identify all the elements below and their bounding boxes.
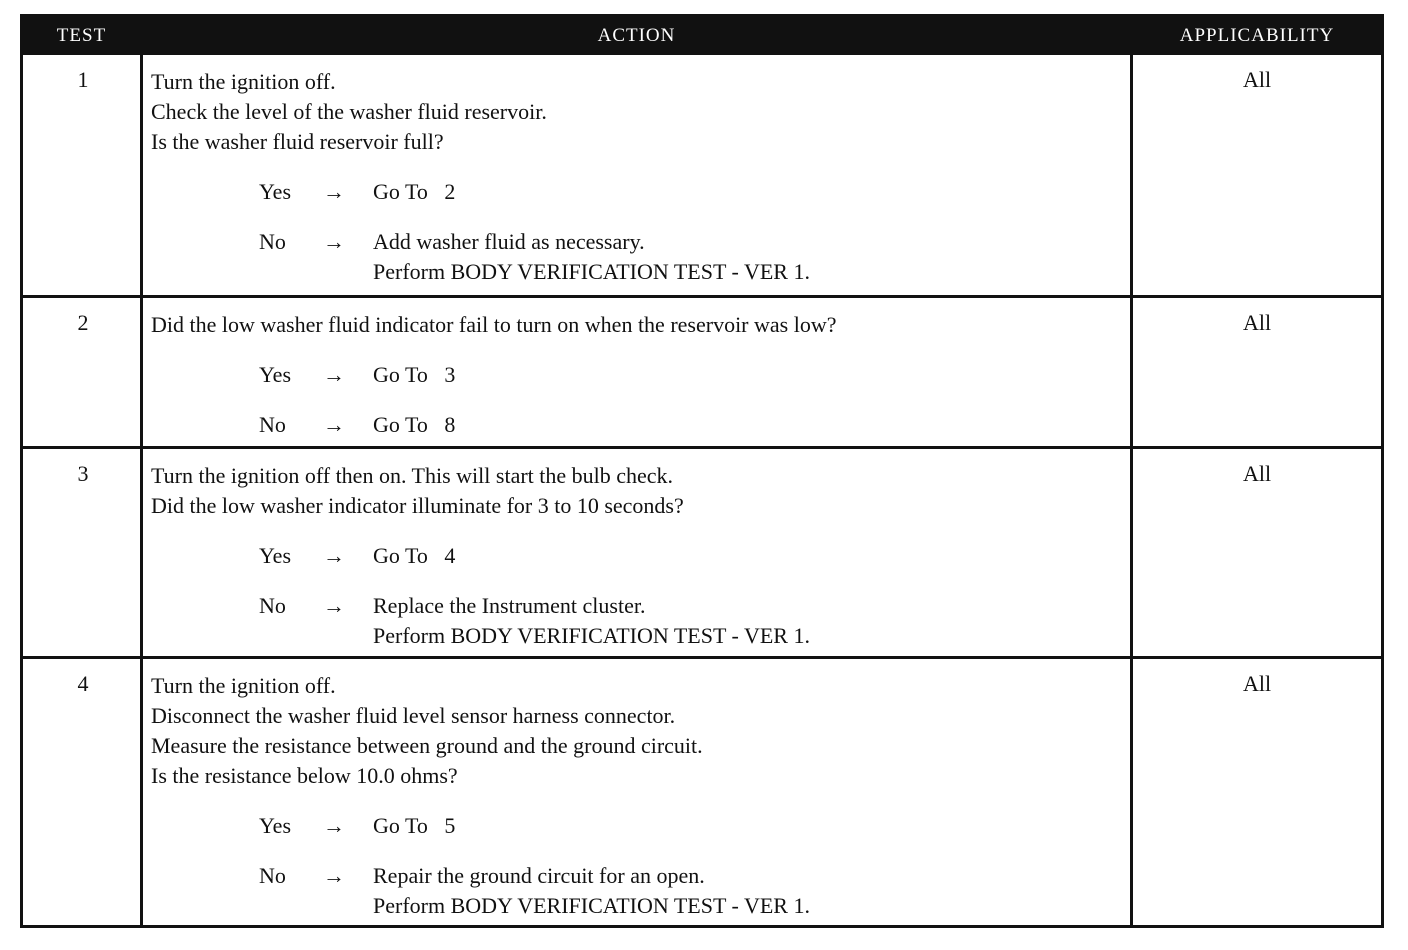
- yes-label: Yes: [259, 543, 292, 568]
- yes-label: Yes: [259, 179, 292, 204]
- action-line: Is the washer fluid reservoir full?: [151, 129, 444, 154]
- test-number: 2: [77, 310, 89, 335]
- action-line: Turn the ignition off.: [151, 673, 336, 698]
- test-number: 3: [77, 461, 89, 486]
- action-line: Turn the ignition off.: [151, 69, 336, 94]
- action-cell: [151, 671, 1121, 921]
- yes-result: Go To 4: [373, 543, 456, 568]
- applicability-value: All: [1242, 67, 1272, 92]
- header-applicability: APPLICABILITY: [1179, 25, 1335, 46]
- action-line: Check the level of the washer fluid reservoir.: [151, 99, 547, 124]
- no-label: No: [259, 229, 286, 254]
- yes-option: [151, 177, 1121, 207]
- no-result: Repair the ground circuit for an open.: [373, 863, 705, 888]
- arrow-icon: →: [323, 362, 345, 387]
- yes-result: Go To 2: [373, 179, 456, 204]
- arrow-icon: →: [323, 179, 345, 204]
- no-label: No: [259, 593, 286, 618]
- test-number: 1: [77, 67, 89, 92]
- table-row: [23, 298, 1381, 446]
- header-test: TEST: [56, 25, 107, 46]
- no-label: No: [259, 412, 286, 437]
- action-cell: [151, 461, 1121, 651]
- yes-label: Yes: [259, 813, 292, 838]
- action-line: Did the low washer fluid indicator fail to turn on when the reservoir was low?: [151, 312, 837, 337]
- no-result: Add washer fluid as necessary.: [373, 229, 645, 254]
- no-result-followup: Perform BODY VERIFICATION TEST - VER 1.: [373, 893, 810, 918]
- no-option: [151, 861, 1121, 921]
- table-row: [23, 449, 1381, 656]
- yes-result: Go To 5: [373, 813, 456, 838]
- action-cell: [151, 67, 1121, 287]
- applicability-value: All: [1242, 461, 1272, 486]
- table-row: [23, 55, 1381, 295]
- arrow-icon: →: [323, 412, 345, 437]
- yes-option: [151, 811, 1121, 841]
- test-number: 4: [77, 671, 89, 696]
- action-line: Disconnect the washer fluid level sensor harness connector.: [151, 703, 676, 728]
- no-option: [151, 591, 1121, 651]
- yes-result: Go To 3: [373, 362, 456, 387]
- action-line: Measure the resistance between ground and the ground circuit.: [151, 733, 703, 758]
- arrow-icon: →: [323, 229, 345, 254]
- yes-option: [151, 541, 1121, 571]
- arrow-icon: →: [323, 813, 345, 838]
- arrow-icon: →: [323, 593, 345, 618]
- arrow-icon: →: [323, 863, 345, 888]
- table-header: [23, 17, 1381, 55]
- action-line: Is the resistance below 10.0 ohms?: [151, 763, 458, 788]
- yes-label: Yes: [259, 362, 292, 387]
- action-cell: [151, 310, 1121, 440]
- applicability-value: All: [1242, 671, 1272, 696]
- no-option: [151, 410, 1121, 440]
- no-option: [151, 227, 1121, 287]
- table-row: [23, 659, 1381, 925]
- header-action: ACTION: [597, 25, 676, 46]
- no-result-followup: Perform BODY VERIFICATION TEST - VER 1.: [373, 623, 810, 648]
- action-line: Did the low washer indicator illuminate for 3 to 10 seconds?: [151, 493, 684, 518]
- no-label: No: [259, 863, 286, 888]
- action-line: Turn the ignition off then on. This will start the bulb check.: [151, 463, 674, 488]
- no-result: Go To 8: [373, 412, 456, 437]
- diagnostic-table: [20, 14, 1384, 928]
- arrow-icon: →: [323, 543, 345, 568]
- applicability-value: All: [1242, 310, 1272, 335]
- no-result: Replace the Instrument cluster.: [373, 593, 646, 618]
- no-result-followup: Perform BODY VERIFICATION TEST - VER 1.: [373, 259, 810, 284]
- yes-option: [151, 360, 1121, 390]
